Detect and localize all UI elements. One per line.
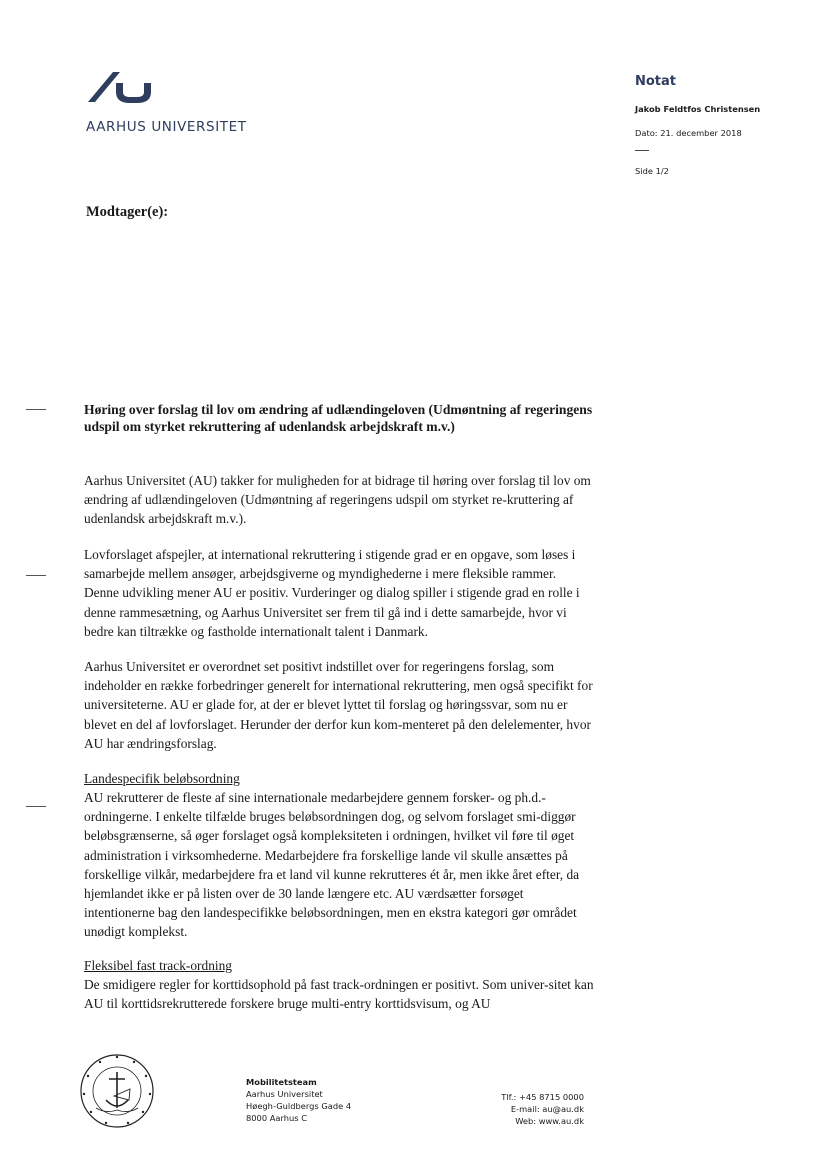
footer-address-line: 8000 Aarhus C — [246, 1113, 308, 1123]
meta-divider — [635, 150, 649, 151]
footer-web: Web: www.au.dk — [515, 1116, 584, 1126]
paragraph-position: Aarhus Universitet er overordnet set positivt indstillet over for regeringens forslag, som indeholder en række forbedringer generelt for international rekruttering, men også specifikt for universiteterne. AU er glade for, at der er blevet lyttet til forslag og høringssvar, som nu er blevet en del af lovforslaget. Herunder der derfor kun kom-menteret på den delelementer, hvor AU har ændringsforslag. — [84, 659, 593, 751]
university-name: AARHUS UNIVERSITET — [86, 119, 247, 135]
recipient-label: Modtager(e): — [86, 204, 169, 220]
university-seal-icon — [78, 1052, 156, 1130]
footer-address-line: Høegh-Guldbergs Gade 4 — [246, 1101, 352, 1111]
fold-mark — [26, 806, 46, 807]
footer-address — [246, 1076, 351, 1124]
document-title: Høring over forslag til lov om ændring af udlændingeloven (Udmøntning af regeringens udspil om styrket rekruttering af udenlandsk arbejdskraft m.v.) — [84, 402, 593, 434]
paragraph-intro: Aarhus Universitet (AU) takker for muligheden for at bidrage til høring over forslag til lov om ændring af udlændingeloven (Udmøntning af regeringens udspil om styrket re-kruttering af udenlandsk arbejdskraft m.v.). — [84, 473, 591, 527]
footer-address-line: Aarhus Universitet — [246, 1089, 323, 1099]
footer-phone: Tlf.: +45 8715 0000 — [501, 1092, 584, 1102]
author: Jakob Feldtfos Christensen — [635, 104, 761, 114]
section-heading-salary-scheme: Landespecifik beløbsordning — [84, 771, 240, 786]
paragraph-proposal: Lovforslaget afspejler, at international rekruttering i stigende grad er en opgave, som løses i samarbejde mellem ansøger, arbejdsgiverne og myndighederne i mere fleksible rammer. Denne udvikling mener AU er positiv. Vurderinger og dialog spiller i stigende grad en rolle i denne rammesætning, og Aarhus Universitet ser frem til gå ind i dette samarbejde, hvor vi bedre kan tiltrække og fastholde internationalt talent i Danmark. — [84, 547, 580, 639]
fold-mark — [26, 409, 46, 410]
fold-mark — [26, 575, 46, 576]
section-heading-fast-track: Fleksibel fast track-ordning — [84, 958, 233, 973]
page-number: Side 1/2 — [635, 166, 669, 176]
footer-team: Mobilitetsteam — [246, 1077, 317, 1087]
footer-email: E-mail: au@au.dk — [510, 1104, 584, 1114]
document-date: Dato: 21. december 2018 — [635, 128, 742, 138]
document-type: Notat — [635, 74, 677, 89]
section-body-fast-track: De smidigere regler for korttidsophold på fast track-ordningen er positivt. Som univer-sitet kan AU til korttidsrekrutterede forskere bruge multi-entry korttidsvisum, og AU — [84, 977, 594, 1012]
au-logo — [86, 70, 156, 104]
section-body-salary-scheme: AU rekrutterer de fleste af sine internationale medarbejdere gennem forsker- og ph.d.-ordningerne. I enkelte tilfælde bruges beløbsordningen dog, og selvom forslaget smi-diggør beløbsgrænserne, så øger forslaget også kompleksiteten i ordningen, hvilket vil føre til øget administration i virksomhederne. Medarbejdere fra forskellige lande vil skulle ansættes på forskellige vilkår, medarbejdere fra et land vil kunne rekrutteres ét år, men ikke året efter, da hjemlandet ikke er på listen over de 30 lande længere etc. AU værdsætter forsøget intentionerne bag den landespecifikke beløbsordningen, men en ekstra kategori gør området unødigt komplekst. — [84, 790, 580, 940]
footer-contact — [440, 1091, 584, 1127]
